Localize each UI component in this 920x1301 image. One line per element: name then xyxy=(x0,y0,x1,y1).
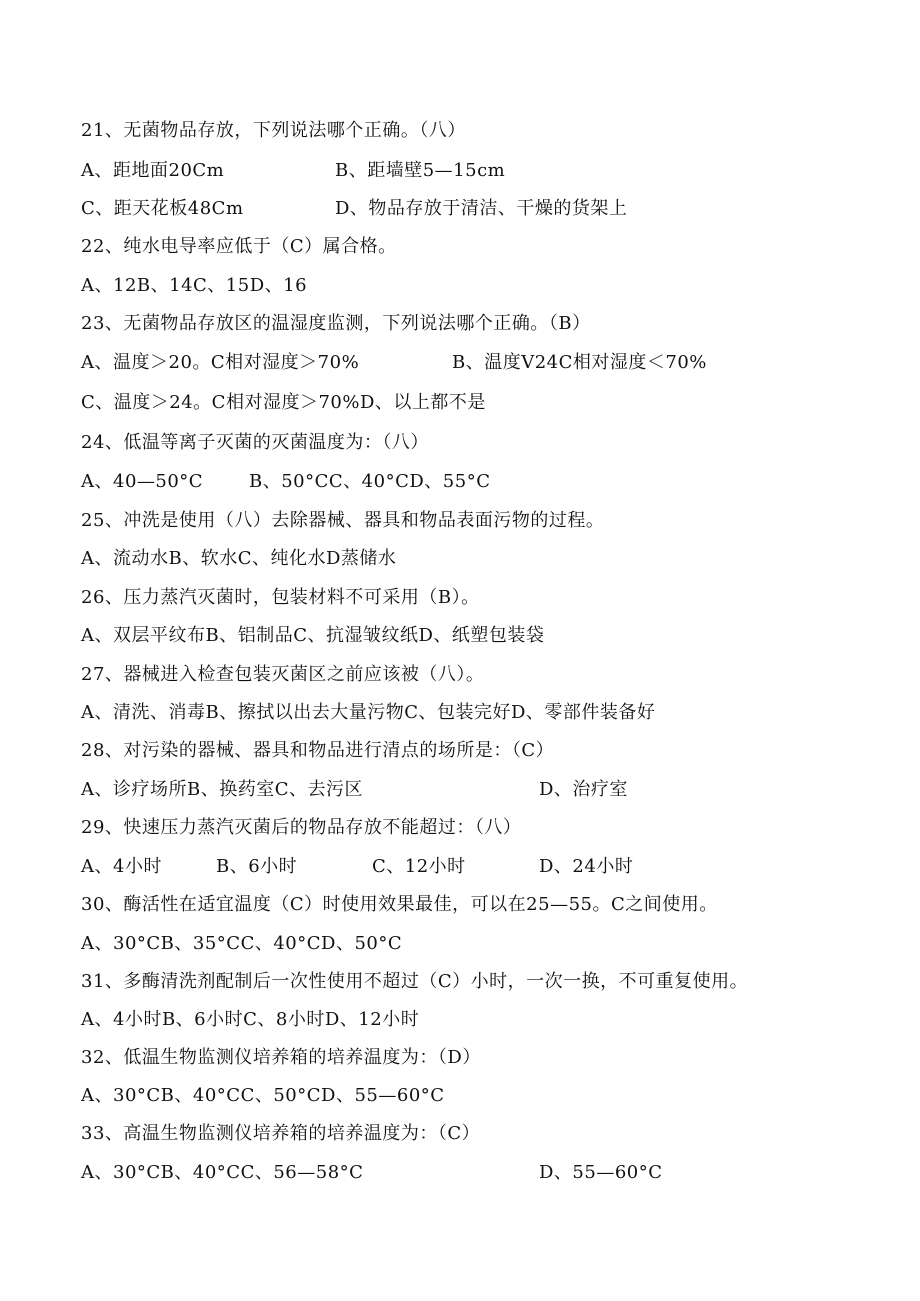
question-24: 24、低温等离子灭菌的灭菌温度为：（八） xyxy=(81,432,429,453)
q23-option-a: A、温度＞20。C相对湿度＞70% xyxy=(81,352,360,373)
q24-option-a: A、40—50°C xyxy=(81,471,204,492)
question-26: 26、压力蒸汽灭菌时，包装材料不可采用（B）。 xyxy=(81,587,480,608)
q30-options: A、30°CB、35°CC、40°CD、50°C xyxy=(81,933,403,954)
question-31: 31、多酶清洗剂配制后一次性使用不超过（C）小时，一次一换，不可重复使用。 xyxy=(81,971,749,992)
q29-option-c: C、12小时 xyxy=(372,856,466,877)
question-29: 29、快速压力蒸汽灭菌后的物品存放不能超过：（八） xyxy=(81,817,522,838)
q22-options: A、12B、14C、15D、16 xyxy=(81,275,308,296)
q31-options: A、4小时B、6小时C、8小时D、12小时 xyxy=(81,1009,420,1030)
q21-option-a: A、距地面20Cm xyxy=(81,160,225,181)
question-32: 32、低温生物监测仪培养箱的培养温度为：（D） xyxy=(81,1047,481,1068)
q28-option-d: D、治疗室 xyxy=(539,779,628,800)
q32-options: A、30°CB、40°CC、50°CD、55—60°C xyxy=(81,1085,445,1106)
q25-options: A、流动水B、软水C、纯化水D蒸储水 xyxy=(81,548,397,569)
question-33: 33、高温生物监测仪培养箱的培养温度为：（C） xyxy=(81,1123,481,1144)
question-30: 30、酶活性在适宜温度（C）时使用效果最佳，可以在25—55。C之间使用。 xyxy=(81,894,718,915)
q26-options: A、双层平纹布B、铝制品C、抗湿皱纹纸D、纸塑包装袋 xyxy=(81,625,545,646)
q29-option-b: B、6小时 xyxy=(216,856,298,877)
question-22: 22、纯水电导率应低于（C）属合格。 xyxy=(81,236,397,257)
q29-option-d: D、24小时 xyxy=(539,856,634,877)
question-25: 25、冲洗是使用（八）去除器械、器具和物品表面污物的过程。 xyxy=(81,510,605,531)
question-28: 28、对污染的器械、器具和物品进行清点的场所是：（C） xyxy=(81,740,555,761)
q33-option-d: D、55—60°C xyxy=(539,1162,663,1183)
q29-option-a: A、4小时 xyxy=(81,856,162,877)
q21-option-c: C、距天花板48Cm xyxy=(81,198,244,219)
q33-option-abc: A、30°CB、40°CC、56—58°C xyxy=(81,1162,364,1183)
question-23: 23、无菌物品存放区的温湿度监测，下列说法哪个正确。（B） xyxy=(81,313,591,334)
q28-option-abc: A、诊疗场所B、换药室C、去污区 xyxy=(81,779,363,800)
q23-options-row-2: C、温度＞24。C相对湿度＞70%D、以上都不是 xyxy=(81,392,486,413)
q23-option-b: B、温度V24C相对湿度＜70% xyxy=(452,352,707,373)
q21-option-d: D、物品存放于清洁、干燥的货架上 xyxy=(335,198,628,219)
question-21: 21、无菌物品存放，下列说法哪个正确。（八） xyxy=(81,120,466,141)
q24-option-bcd: B、50°CC、40°CD、55°C xyxy=(249,471,491,492)
q27-options: A、清洗、消毒B、擦拭以出去大量污物C、包装完好D、零部件装备好 xyxy=(81,702,656,723)
q21-option-b: B、距墙壁5—15cm xyxy=(335,160,506,181)
question-27: 27、器械进入检查包装灭菌区之前应该被（八）。 xyxy=(81,664,485,685)
